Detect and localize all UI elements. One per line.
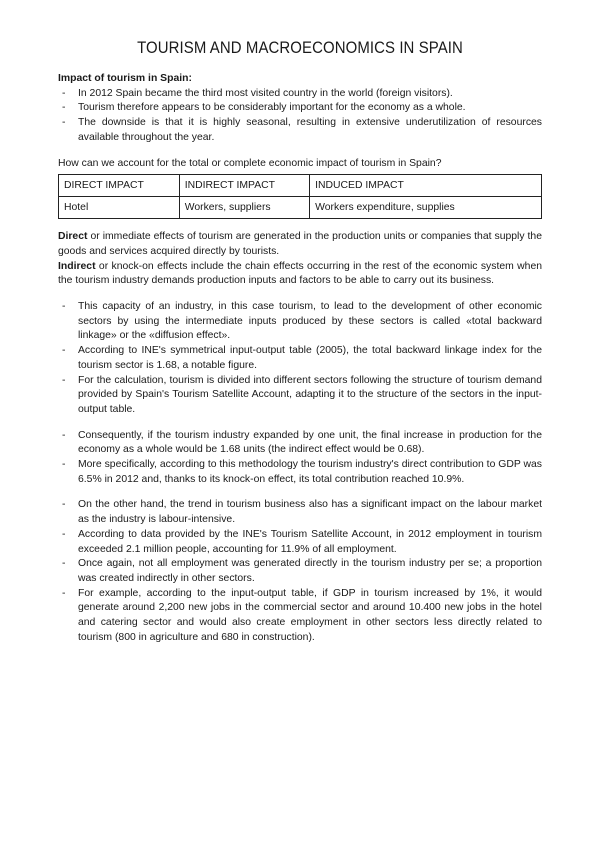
indirect-term: Indirect (58, 260, 96, 272)
employment-list (58, 498, 542, 645)
table-header-cell: INDUCED IMPACT (310, 175, 542, 197)
page-title: TOURISM AND MACROECONOMICS IN SPAIN (137, 38, 463, 57)
list-item: - Consequently, if the tourism industry expanded by one unit, the final increase in production for the economy as a whole would be 1.68 units (the indirect effect would be 0.68). (58, 429, 542, 458)
table-row (59, 197, 542, 219)
impact-heading: Impact of tourism in Spain: (58, 73, 192, 84)
impact-table (58, 174, 542, 219)
list-item: - According to INE's symmetrical input-output table (2005), the total backward linkage index for the tourism sector is 1.68, a notable figure. (58, 344, 542, 373)
question-text: How can we account for the total or complete economic impact of tourism in Spain? (58, 157, 442, 169)
list-item: - This capacity of an industry, in this case tourism, to lead to the development of other economic sectors by using the intermediate inputs produced by these sectors is called «total backward linkage» or the «diffusion effect». (58, 300, 542, 344)
direct-text: or immediate effects of tourism are generated in the production units or companies that supply the goods and services acquired directly by tourists. (58, 231, 542, 257)
table-cell: Workers expenditure, supplies (310, 197, 542, 219)
list-item: - On the other hand, the trend in tourism business also has a significant impact on the labour market as the industry is labour-intensive. (58, 498, 542, 527)
list-item: - More specifically, according to this methodology the tourism industry's direct contribution to GDP was 6.5% in 2012 and, thanks to its knock-on effect, its total contribution reached 10.9%. (58, 458, 542, 487)
list-item: - The downside is that it is highly seasonal, resulting in extensive underutilization of resources available throughout the year. (58, 116, 542, 145)
linkage-list (58, 300, 542, 418)
table-cell: Workers, suppliers (179, 197, 309, 219)
direct-definition (58, 230, 542, 259)
indirect-definition (58, 260, 542, 289)
list-item: - Once again, not all employment was generated directly in the tourism industry per se; a proportion was created indirectly in other sectors. (58, 557, 542, 586)
impact-list (58, 87, 542, 146)
contribution-list (58, 429, 542, 488)
list-item: - In 2012 Spain became the third most visited country in the world (foreign visitors). (58, 87, 542, 102)
table-cell: Hotel (59, 197, 180, 219)
table-header-cell: INDIRECT IMPACT (179, 175, 309, 197)
table-header-cell: DIRECT IMPACT (59, 175, 180, 197)
direct-term: Direct (58, 231, 88, 243)
list-item: - For example, according to the input-output table, if GDP in tourism increased by 1%, it would generate around 2,200 new jobs in the commercial sector and around 10.400 new jobs in the hotel and catering sector and would also create employment in other sectors less directly related to tourism (800 in agriculture and 680 in construction). (58, 587, 542, 646)
list-item: - According to data provided by the INE's Tourism Satellite Account, in 2012 employment in tourism exceeded 2.1 million people, accounting for 11.9% of all employment. (58, 528, 542, 557)
indirect-text: or knock-on effects include the chain effects occurring in the rest of the economic system when the tourism industry demands production inputs and factors to be able to carry out its business. (58, 260, 542, 287)
table-header-row (59, 175, 542, 197)
list-item: - Tourism therefore appears to be considerably important for the economy as a whole. (58, 101, 542, 116)
list-item: - For the calculation, tourism is divided into different sectors following the structure of tourism demand provided by Spain's Tourism Satellite Account, adapting it to the structure of the sectors in the input-output table. (58, 374, 542, 418)
